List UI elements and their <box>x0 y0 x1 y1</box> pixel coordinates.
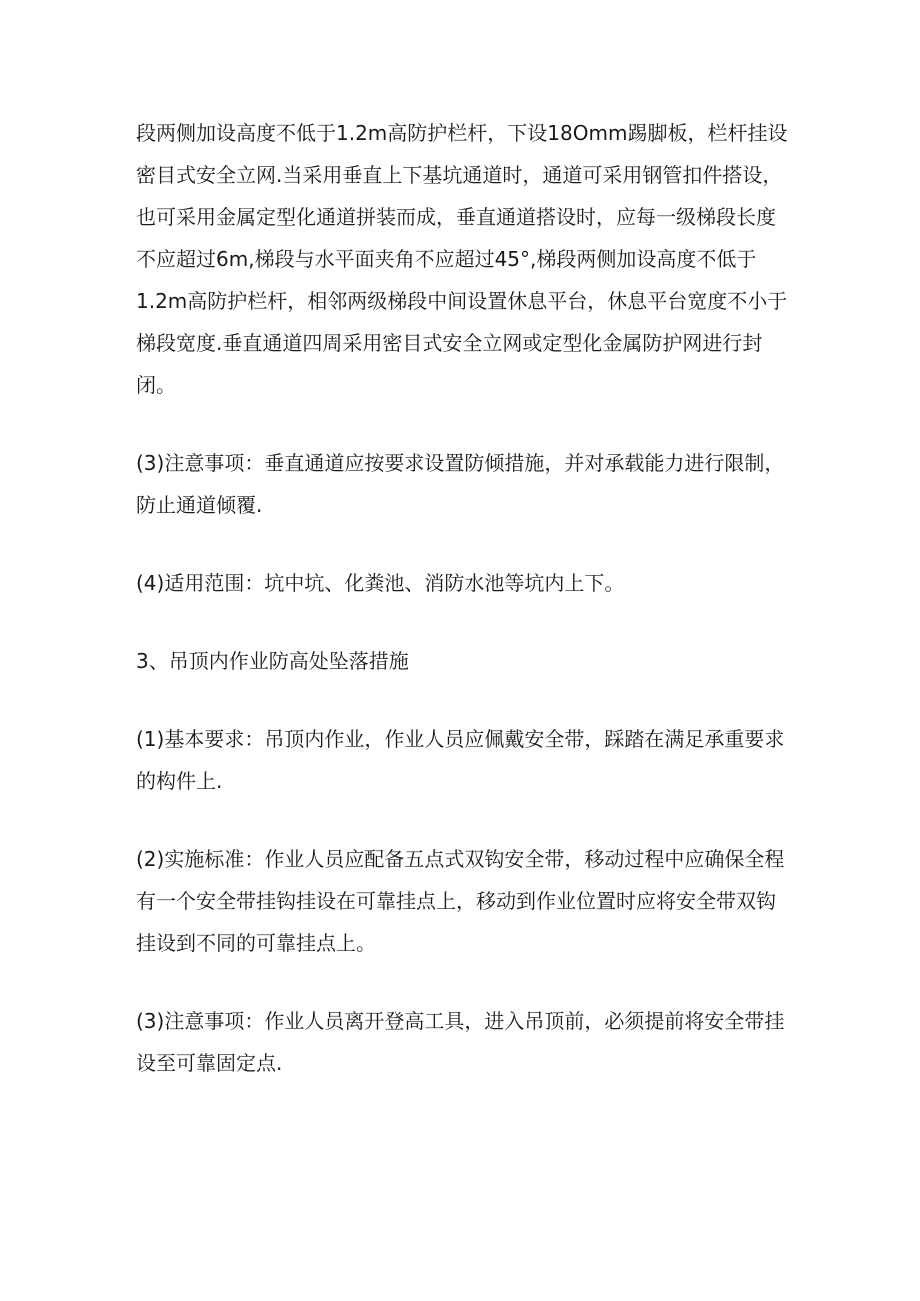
text-line: 也可采用金属定型化通道拼装而成，垂直通道搭设时，应每一级梯段长度 <box>136 205 776 229</box>
paragraph-implementation-standard <box>136 838 796 964</box>
paragraph-spacer <box>136 682 796 718</box>
paragraph-spacer <box>136 802 796 838</box>
paragraph-scope <box>136 562 796 604</box>
paragraph-basic-requirements <box>136 718 796 802</box>
text-line: 挂设到不同的可靠挂点上。 <box>136 931 376 955</box>
text-line: 的构件上. <box>136 769 223 793</box>
paragraph-spacer <box>136 406 796 442</box>
text-line: 设至可靠固定点. <box>136 1051 283 1075</box>
paragraph-precautions-ceiling <box>136 1000 796 1084</box>
text-line: 有一个安全带挂钩挂设在可靠挂点上，移动到作业位置时应将安全带双钩 <box>136 889 776 913</box>
paragraph-spacer <box>136 964 796 1000</box>
text-line: 1.2m高防护栏杆，相邻两级梯段中间设置休息平台，休息平台宽度不小于 <box>136 289 788 313</box>
paragraph-precautions-vertical <box>136 442 796 526</box>
paragraph-spacer <box>136 604 796 640</box>
text-line: 不应超过6m,梯段与水平面夹角不应超过45°,梯段两侧加设高度不低于 <box>136 247 757 271</box>
text-line: 防止通道倾覆. <box>136 493 263 517</box>
text-line: (2)实施标准：作业人员应配备五点式双钩安全带，移动过程中应确保全程 <box>136 847 785 871</box>
section-heading <box>136 640 796 682</box>
text-line: (4)适用范围：坑中坑、化粪池、消防水池等坑内上下。 <box>136 571 625 595</box>
paragraph-stair-guardrail <box>136 112 796 406</box>
text-line: (3)注意事项：作业人员离开登高工具，进入吊顶前，必须提前将安全带挂 <box>136 1009 785 1033</box>
text-line: (3)注意事项：垂直通道应按要求设置防倾措施，并对承载能力进行限制， <box>136 451 785 475</box>
heading-line: 3、吊顶内作业防高处坠落措施 <box>136 649 409 673</box>
text-line: 闭。 <box>136 373 176 397</box>
document-body <box>136 112 796 1084</box>
text-line: 梯段宽度.垂直通道四周采用密目式安全立网或定型化金属防护网进行封 <box>136 331 763 355</box>
text-line: 密目式安全立网.当采用垂直上下基坑通道时，通道可采用钢管扣件搭设， <box>136 163 783 187</box>
text-line: (1)基本要求：吊顶内作业，作业人员应佩戴安全带，踩踏在满足承重要求 <box>136 727 785 751</box>
text-line: 段两侧加设高度不低于1.2m高防护栏杆，下设18Omm踢脚板，栏杆挂设 <box>136 121 788 145</box>
paragraph-spacer <box>136 526 796 562</box>
